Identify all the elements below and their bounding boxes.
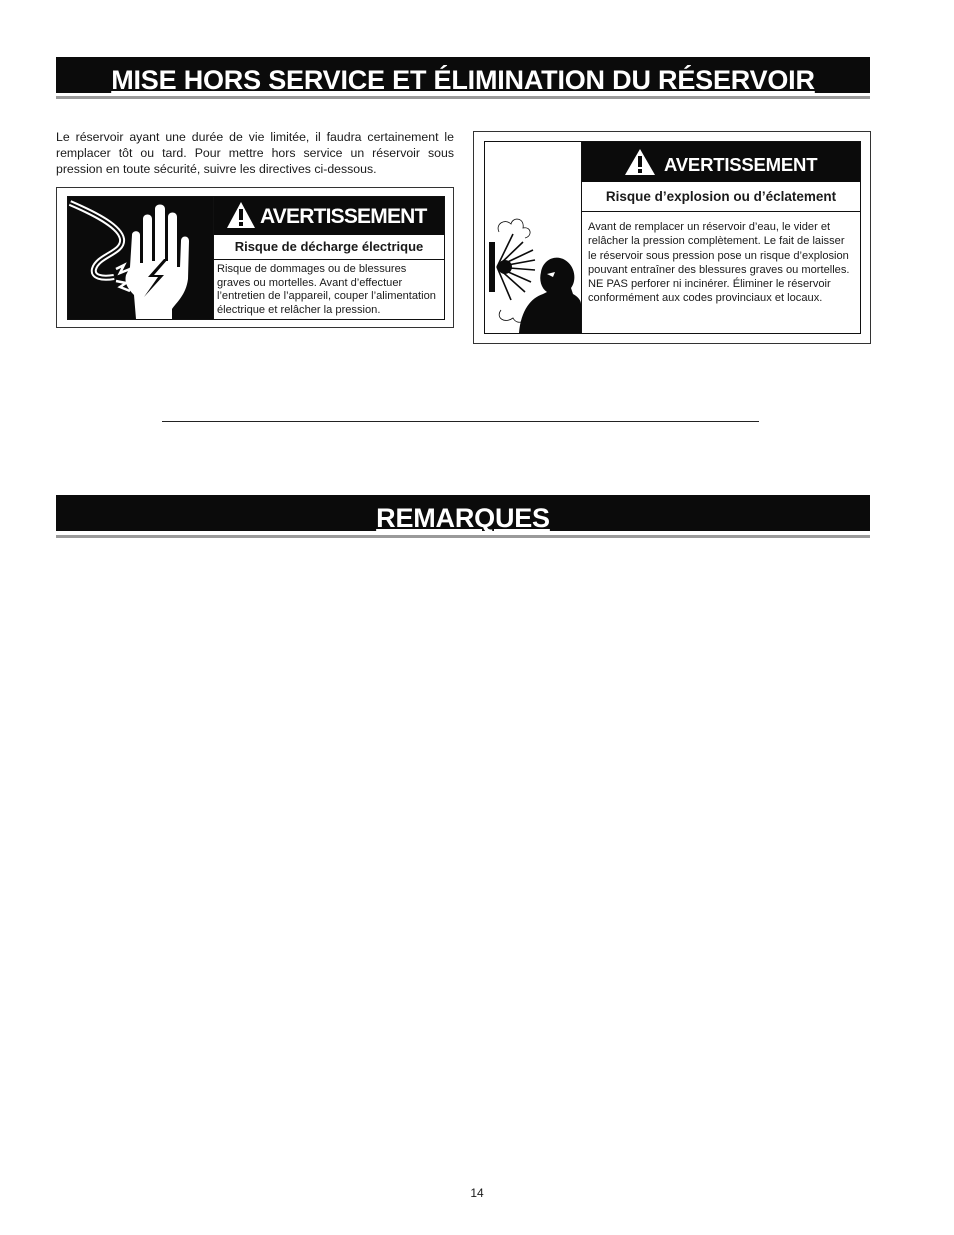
warning-triangle-icon: [226, 201, 256, 234]
signal-word: AVERTISSEMENT: [664, 154, 818, 175]
warning-box-electric: [56, 187, 454, 328]
signal-word: AVERTISSEMENT: [260, 205, 427, 228]
warning-triangle-icon: [624, 148, 656, 181]
warning-box-explosion: [473, 131, 871, 344]
warning-label-electric: [67, 196, 445, 320]
intro-paragraph: Le réservoir ayant une durée de vie limitée, il faudra certainement le remplacer tôt ou tard. Pour mettre hors service un réservoir sous pression en toute sécurité, suivre les directives ci-dessous.: [56, 130, 454, 176]
separator-line: [162, 421, 759, 422]
explosion-hazard-icon: [485, 142, 582, 333]
page-number: 14: [470, 1186, 484, 1200]
hazard-title: Risque de décharge électrique: [214, 235, 444, 260]
section-title-notes: REMARQUES: [376, 503, 550, 533]
warning-message: Avant de remplacer un réservoir d’eau, le vider et relâcher la pression complètement. Le fait de laisser le réservoir sous pression pose un risque d’explosion pouvant entraîner des blessures graves ou mortelles. NE PAS perforer ni incinérer. Éliminer le réservoir conformément aux codes provinciaux et locaux.: [588, 221, 850, 305]
section-rule: [56, 535, 870, 538]
section-rule: [56, 96, 870, 99]
signal-word-banner: [582, 142, 860, 182]
warning-label-explosion: [484, 141, 861, 334]
warning-message: Risque de dommages ou de blessures graves ou mortelles. Avant d’effectuer l’entretien de l’appareil, couper l’alimentation électrique et relâcher la pression.: [217, 263, 436, 317]
electric-shock-hand-icon: [68, 197, 214, 319]
section-header-decommission: [56, 57, 870, 93]
signal-word-banner: [214, 197, 444, 235]
section-header-notes: [56, 495, 870, 531]
section-title-decommission: MISE HORS SERVICE ET ÉLIMINATION DU RÉSERVOIR: [111, 65, 815, 95]
hazard-title: Risque d’explosion ou d’éclatement: [582, 182, 860, 212]
